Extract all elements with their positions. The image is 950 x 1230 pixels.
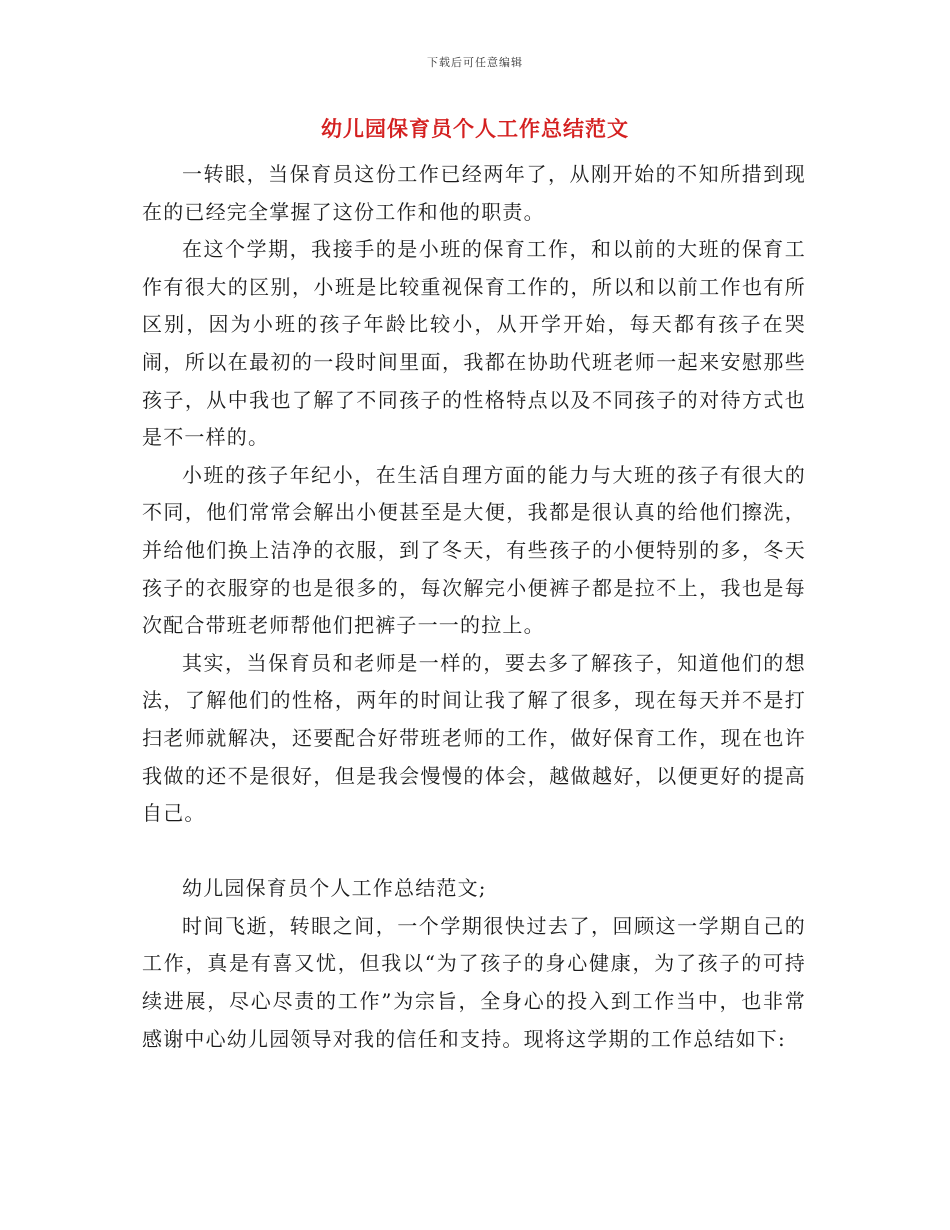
document-body [142, 156, 806, 1058]
paragraph-1: 一转眼，当保育员这份工作已经两年了，从刚开始的不知所措到现在的已经完全掌握了这份工作和他的职责。 [142, 162, 806, 224]
paragraph-2: 在这个学期，我接手的是小班的保育工作，和以前的大班的保育工作有很大的区别，小班是比较重视保育工作的，所以和以前工作也有所区别，因为小班的孩子年龄比较小，从开学开始，每天都有孩子在哭闹，所以在最初的一段时间里面，我都在协助代班老师一起来安慰那些孩子，从中我也了解了不同孩子的性格特点以及不同孩子的对待方式也是不一样的。 [142, 237, 806, 450]
section-heading: 幼儿园保育员个人工作总结范文; [182, 876, 487, 901]
document-title: 幼儿园保育员个人工作总结范文 [321, 116, 629, 141]
page-header-note: 下载后可任意编辑 [427, 56, 523, 69]
paragraph-5: 时间飞逝，转眼之间，一个学期很快过去了，回顾这一学期自己的工作，真是有喜又忧，但我以“为了孩子的身心健康，为了孩子的可持续进展，尽心尽责的工作”为宗旨，全身心的投入到工作当中，也非常感谢中心幼儿园领导对我的信任和支持。现将这学期的工作总结如下: [142, 913, 806, 1051]
paragraph-4: 其实，当保育员和老师是一样的，要去多了解孩子，知道他们的想法，了解他们的性格，两年的时间让我了解了很多，现在每天并不是打扫老师就解决，还要配合好带班老师的工作，做好保育工作，现在也许我做的还不是很好，但是我会慢慢的体会，越做越好，以便更好的提高自己。 [142, 650, 806, 826]
paragraph-3: 小班的孩子年纪小，在生活自理方面的能力与大班的孩子有很大的不同，他们常常会解出小便甚至是大便，我都是很认真的给他们擦洗，并给他们换上洁净的衣服，到了冬天，有些孩子的小便特别的多，冬天孩子的衣服穿的也是很多的，每次解完小便裤子都是拉不上，我也是每次配合带班老师帮他们把裤子一一的拉上。 [142, 462, 806, 638]
